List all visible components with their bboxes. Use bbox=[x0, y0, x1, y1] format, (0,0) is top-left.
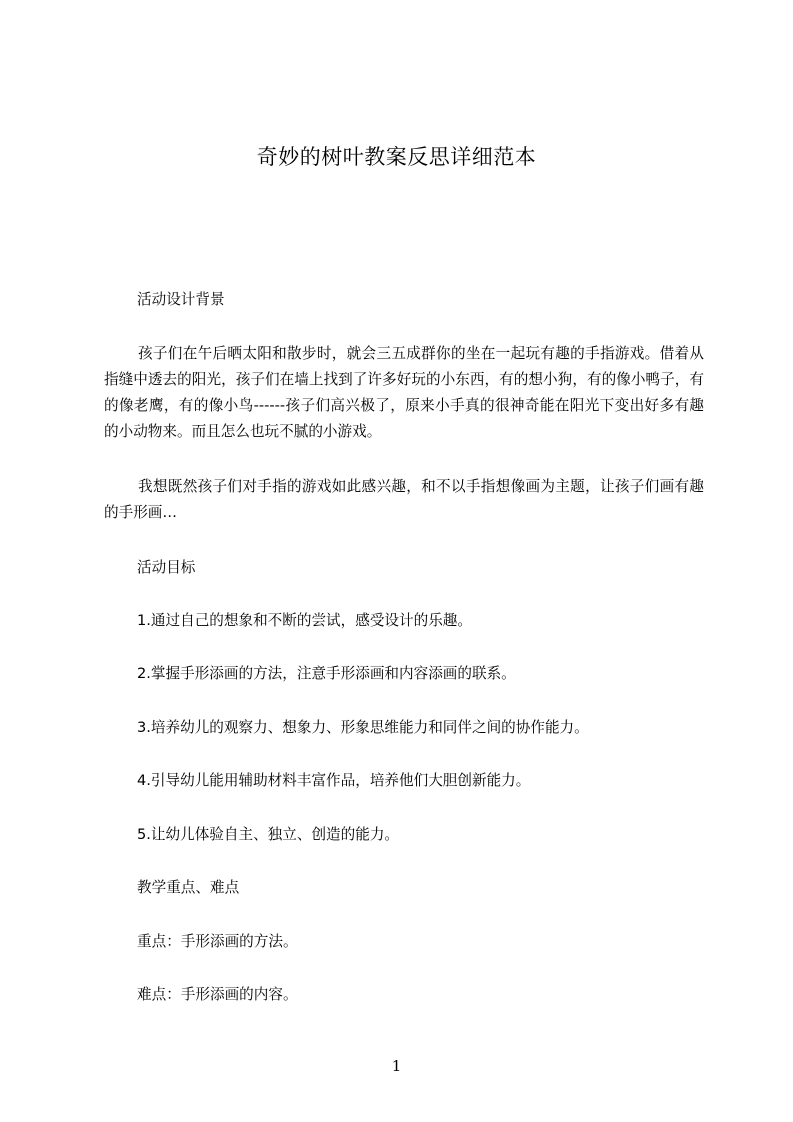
section-heading-goals: 活动目标 bbox=[137, 559, 196, 576]
key-point-text: 重点：手形添画的方法。 bbox=[137, 933, 298, 950]
document-title: 奇妙的树叶教案反思详细范本 bbox=[256, 145, 537, 169]
page-number: 1 bbox=[391, 1057, 402, 1075]
goal-item-4: 4.引导幼儿能用辅助材料丰富作品，培养他们大胆创新能力。 bbox=[137, 772, 531, 789]
goal-item-3: 3.培养幼儿的观察力、想象力、形象思维能力和同伴之间的协作能力。 bbox=[137, 719, 589, 736]
paragraph-background-1: 孩子们在午后晒太阳和散步时，就会三五成群你的坐在一起玩有趣的手指游戏。借着从指缝中透去的阳光，孩子们在墙上找到了许多好玩的小东西，有的想小狗，有的像小鸭子，有的像老鹰，有的像小鸟------孩子们高兴极了，原来小手真的很神奇能在阳光下变出好多有趣的小动物来。而且怎么也玩不腻的小游戏。 bbox=[104, 345, 704, 440]
paragraph-background-2: 我想既然孩子们对手指的游戏如此感兴趣，和不以手指想像画为主题，让孩子们画有趣的手形画… bbox=[104, 478, 704, 521]
difficulty-text: 难点：手形添画的内容。 bbox=[137, 986, 298, 1003]
goal-item-1: 1.通过自己的想象和不断的尝试，感受设计的乐趣。 bbox=[137, 612, 472, 629]
section-heading-background: 活动设计背景 bbox=[137, 291, 225, 308]
section-heading-key-points: 教学重点、难点 bbox=[137, 879, 240, 896]
goal-item-5: 5.让幼儿体验自主、独立、创造的能力。 bbox=[137, 826, 400, 843]
goal-item-2: 2.掌握手形添画的方法，注意手形添画和内容添画的联系。 bbox=[137, 665, 516, 682]
